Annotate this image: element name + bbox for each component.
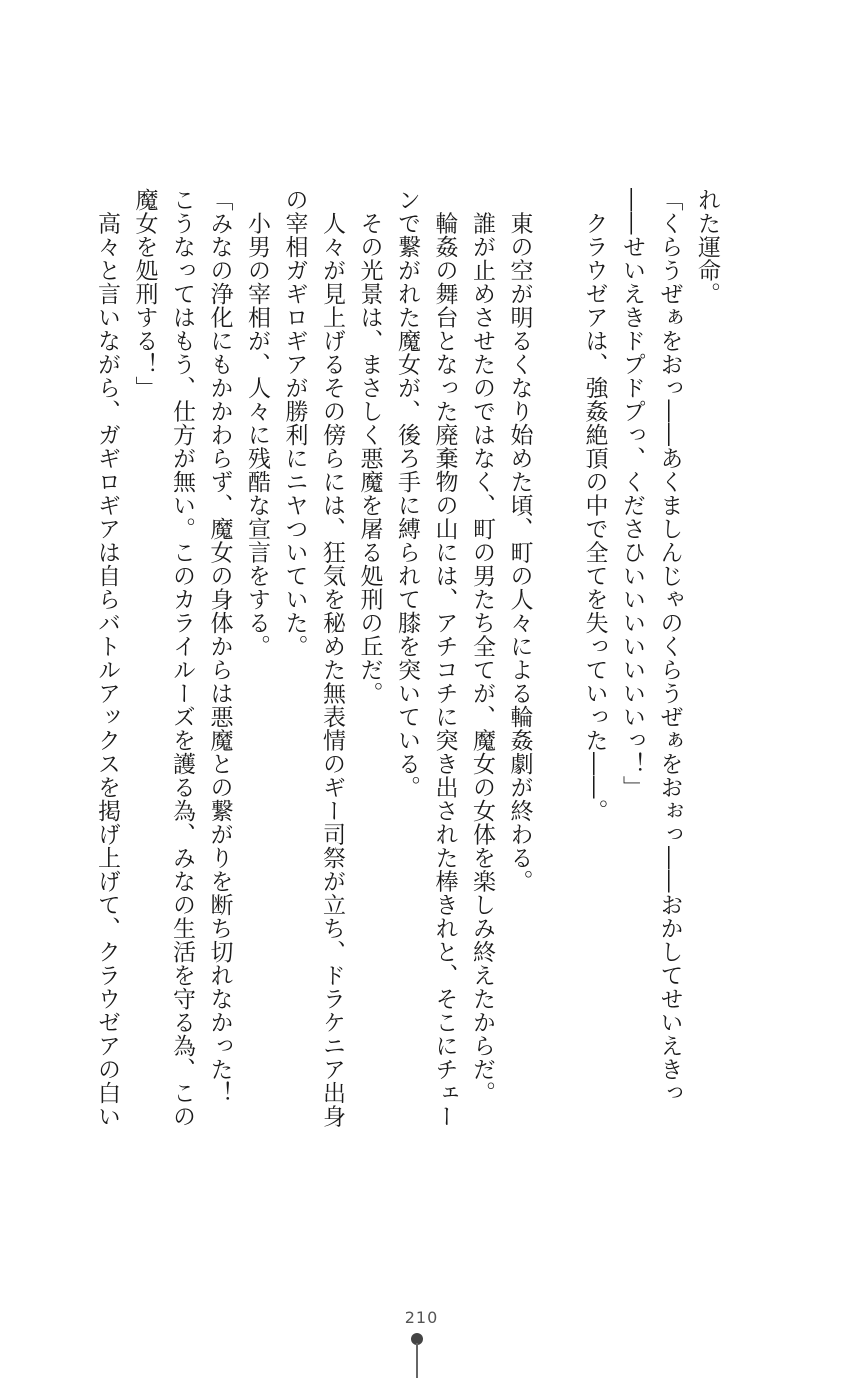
page-number: 210 xyxy=(404,1308,439,1327)
body-text xyxy=(88,188,726,1128)
text-line: 東の空が明るくなり始めた頃、町の人々による輪姦劇が終わる。 xyxy=(506,188,533,893)
text-line: 高々と言いながら、ガギロギアは自らバトルアックスを掲げ上げて、クラウゼアの白い xyxy=(94,188,120,1128)
text-line: の宰相ガギロギアが勝利にニヤついていた。 xyxy=(281,188,308,658)
text-line: 魔女を処刑する！」 xyxy=(131,188,158,400)
folio-line-ornament xyxy=(416,1343,418,1378)
text-line: クラウゼアは、強姦絶頂の中で全てを失っていった――。 xyxy=(581,188,608,823)
text-line: その光景は、まさしく悪魔を屠る処刑の丘だ。 xyxy=(356,188,383,705)
text-line: ンで繋がれた魔女が、後ろ手に縛られて膝を突いている。 xyxy=(394,188,420,799)
text-line: 輪姦の舞台となった廃棄物の山には、アチコチに突き出された棒きれと、そこにチェー xyxy=(431,188,458,1128)
text-line: れた運命。 xyxy=(694,188,720,306)
text-line: 「みなの浄化にもかかわらず、魔女の身体からは悪魔との繋がりを断ち切れなかった！ xyxy=(206,188,233,1105)
text-line: ――せいえきドプドプっ、くださひいいいいいいいっ！」 xyxy=(619,188,645,799)
text-line: 誰が止めさせたのではなく、町の男たち全てが、魔女の女体を楽しみ終えたからだ。 xyxy=(469,188,495,1105)
text-line: 人々が見上げるその傍らには、狂気を秘めた無表情のギー司祭が立ち、ドラケニア出身 xyxy=(319,188,345,1128)
text-line: 小男の宰相が、人々に残酷な宣言をする。 xyxy=(244,188,270,658)
scene-break xyxy=(538,188,576,1118)
text-line: こうなってはもう、仕方が無い。このカライルーズを護る為、みなの生活を守る為、この xyxy=(169,188,195,1128)
text-line: 「くらうぜぁをおっ――あくましんじゃのくらうぜぁをおぉっ――おかしてせいえきっ xyxy=(656,188,683,1105)
